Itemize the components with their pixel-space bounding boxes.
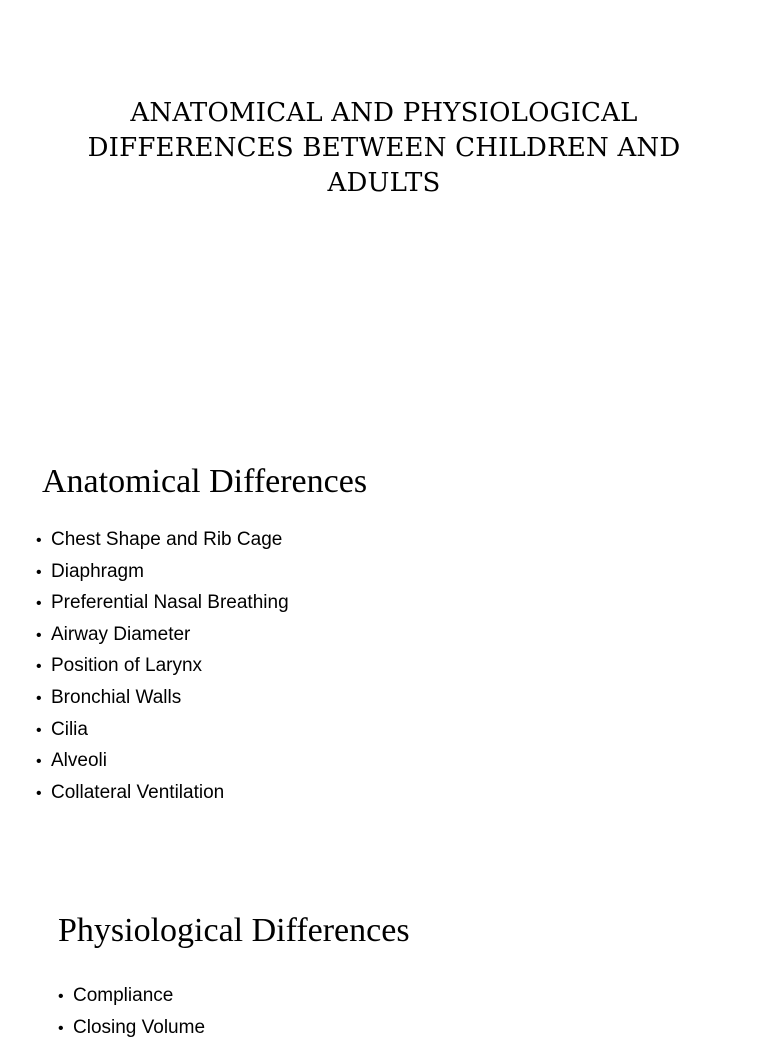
bullet-icon: • xyxy=(36,784,42,802)
bullet-icon: • xyxy=(36,626,42,644)
bullet-icon: • xyxy=(58,988,64,1005)
list-item xyxy=(36,745,289,777)
list-item-text: Chest Shape and Rib Cage xyxy=(51,529,283,550)
title-slide xyxy=(0,0,768,430)
list-item xyxy=(58,1012,205,1044)
list-item xyxy=(58,980,205,1012)
list-item-text: Compliance xyxy=(73,985,174,1006)
list-item-text: Diaphragm xyxy=(51,560,144,582)
list-item-text: Alveoli xyxy=(51,750,107,772)
list-item-text: Airway Diameter xyxy=(51,623,191,645)
list-item xyxy=(36,524,289,556)
list-item xyxy=(36,682,289,714)
list-item-text: Bronchial Walls xyxy=(51,686,182,708)
list-item xyxy=(36,714,289,746)
anatomical-heading: Anatomical Differences xyxy=(42,463,368,500)
list-item-text: Collateral Ventilation xyxy=(51,781,225,803)
list-item-text: Cilia xyxy=(51,718,88,740)
bullet-icon: • xyxy=(36,595,42,613)
list-item xyxy=(36,777,289,809)
anatomical-differences-slide xyxy=(0,440,768,840)
bullet-icon: • xyxy=(36,689,42,707)
bullet-icon: • xyxy=(36,721,42,739)
bullet-icon: • xyxy=(36,753,42,771)
list-item-text: Closing Volume xyxy=(73,1016,206,1038)
list-item xyxy=(36,650,289,682)
slide-title: ANATOMICAL AND PHYSIOLOGICAL DIFFERENCES BETWEEN CHILDREN AND ADULTS xyxy=(87,98,681,198)
list-item xyxy=(36,619,289,651)
list-item-text: Position of Larynx xyxy=(51,655,203,677)
list-item xyxy=(36,587,289,619)
physiological-heading: Physiological Differences xyxy=(58,912,410,949)
bullet-icon: • xyxy=(58,1019,64,1037)
physiological-differences-slide xyxy=(0,890,768,1038)
list-item-text: Preferential Nasal Breathing xyxy=(51,592,289,614)
list-item xyxy=(36,556,289,588)
anatomical-bullet-list xyxy=(36,524,289,808)
bullet-icon: • xyxy=(36,563,42,581)
physiological-bullet-list xyxy=(58,980,205,1043)
bullet-icon: • xyxy=(36,532,42,549)
bullet-icon: • xyxy=(36,658,42,676)
